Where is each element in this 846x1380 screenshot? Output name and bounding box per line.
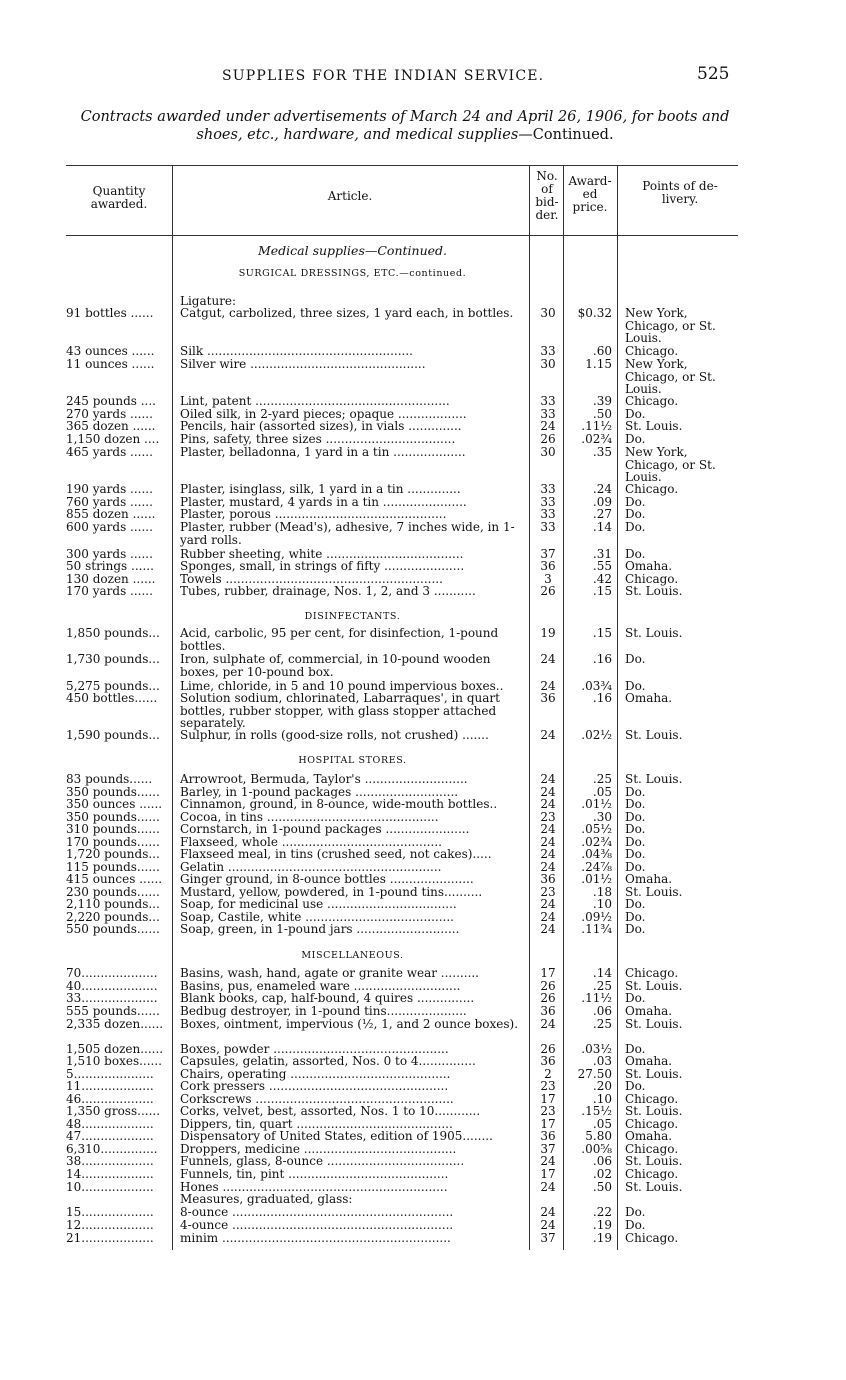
- price-cell: .42: [592, 572, 612, 586]
- delivery-cell: Do.: [625, 1218, 646, 1232]
- article-cell: Silver wire ..............................................: [180, 357, 426, 371]
- bidder-cell: 33: [540, 520, 556, 534]
- article-cell: 8-ounce ..........................................................: [180, 1205, 454, 1219]
- bidder-cell: 24: [540, 785, 556, 799]
- price-cell: .11½: [581, 991, 612, 1005]
- price-cell: .01½: [581, 872, 612, 886]
- article-cell: Boxes, powder ..............................................: [180, 1042, 449, 1056]
- caption-continued: —Continued.: [518, 127, 614, 143]
- delivery-cell: Omaha.: [625, 1129, 673, 1143]
- price-cell: .50: [592, 1180, 612, 1194]
- quantity-cell: 5.....................: [66, 1067, 154, 1081]
- delivery-cell: Do.: [625, 810, 646, 824]
- quantity-cell: 190 yards ......: [66, 482, 153, 496]
- quantity-cell: 1,510 boxes......: [66, 1054, 162, 1068]
- article-cell: Ligature:: [180, 294, 237, 308]
- article-cell: Iron, sulphate of, commercial, in 10-pound wooden boxes, per 10-pound box.: [180, 652, 491, 679]
- price-cell: .03: [592, 1054, 612, 1068]
- price-cell: .20: [592, 1079, 612, 1093]
- col-header-quantity: Quantity awarded.: [90, 184, 148, 211]
- article-cell: Capsules, gelatin, assorted, Nos. 0 to 4...............: [180, 1054, 476, 1068]
- article-cell: Flaxseed, whole ..........................................: [180, 835, 442, 849]
- price-cell: .60: [592, 344, 612, 358]
- price-cell: $0.32: [577, 306, 612, 320]
- bidder-cell: 24: [540, 822, 556, 836]
- article-cell: Lint, patent ...................................................: [180, 394, 450, 408]
- quantity-cell: 550 pounds......: [66, 922, 160, 936]
- quantity-cell: 83 pounds......: [66, 772, 153, 786]
- quantity-cell: 1,730 pounds...: [66, 652, 160, 666]
- price-cell: .30: [592, 810, 612, 824]
- section-disinfectants: DISINFECTANTS.: [304, 611, 401, 622]
- delivery-cell: Do.: [625, 910, 646, 924]
- delivery-cell: Chicago.: [625, 1167, 679, 1181]
- price-cell: .11½: [581, 419, 612, 433]
- delivery-cell: Chicago.: [625, 394, 679, 408]
- bidder-cell: 36: [540, 1054, 556, 1068]
- article-cell: Soap, Castile, white .......................................: [180, 910, 454, 924]
- delivery-cell: Do.: [625, 847, 646, 861]
- price-cell: .35: [592, 445, 612, 459]
- section-medical: Medical supplies—Continued.: [257, 243, 448, 258]
- col-header-delivery: Points of de- livery.: [642, 179, 718, 206]
- delivery-cell: Do.: [625, 1205, 646, 1219]
- delivery-cell: St. Louis.: [625, 772, 683, 786]
- bidder-cell: 36: [540, 691, 556, 705]
- quantity-cell: 130 dozen ......: [66, 572, 156, 586]
- delivery-cell: St. Louis.: [625, 1017, 683, 1031]
- quantity-cell: 91 bottles ......: [66, 306, 154, 320]
- delivery-cell: Omaha.: [625, 1054, 673, 1068]
- article-cell: Dippers, tin, quart .........................................: [180, 1117, 453, 1131]
- article-cell: Towels .........................................................: [180, 572, 443, 586]
- article-cell: Dispensatory of United States, edition of 1905........: [180, 1129, 493, 1143]
- bidder-cell: 24: [540, 419, 556, 433]
- quantity-cell: 365 dozen ......: [66, 419, 156, 433]
- article-cell: Arrowroot, Bermuda, Taylor's ...........................: [180, 772, 468, 786]
- bidder-cell: 24: [540, 772, 556, 786]
- quantity-cell: 170 yards ......: [66, 584, 153, 598]
- delivery-cell: Do.: [625, 835, 646, 849]
- delivery-cell: St. Louis.: [625, 584, 683, 598]
- quantity-cell: 47...................: [66, 1129, 154, 1143]
- quantity-cell: 12...................: [66, 1218, 154, 1232]
- delivery-cell: St. Louis.: [625, 419, 683, 433]
- price-cell: .05½: [581, 822, 612, 836]
- article-cell: Acid, carbolic, 95 per cent, for disinfection, 1-pound bottles.: [180, 626, 499, 653]
- bidder-cell: 17: [540, 1092, 556, 1106]
- bidder-cell: 37: [540, 1231, 556, 1245]
- price-cell: 1.15: [585, 357, 612, 371]
- delivery-cell: St. Louis.: [625, 728, 683, 742]
- price-cell: .15: [592, 626, 612, 640]
- article-cell: Lime, chloride, in 5 and 10 pound impervious boxes..: [180, 679, 504, 693]
- price-cell: .31: [592, 547, 612, 561]
- quantity-cell: 46...................: [66, 1092, 154, 1106]
- quantity-cell: 40....................: [66, 979, 158, 993]
- delivery-cell: Chicago.: [625, 1092, 679, 1106]
- article-cell: Hones ...........................................................: [180, 1180, 448, 1194]
- price-cell: .02: [592, 1167, 612, 1181]
- article-cell: Basins, wash, hand, agate or granite wear ..........: [180, 966, 479, 980]
- article-cell: Basins, pus, enameled ware ............................: [180, 979, 461, 993]
- article-cell: Cork pressers ...............................................: [180, 1079, 449, 1093]
- quantity-cell: 1,150 dozen ....: [66, 432, 160, 446]
- article-cell: Plaster, isinglass, silk, 1 yard in a tin ..............: [180, 482, 461, 496]
- quantity-cell: 415 ounces ......: [66, 872, 163, 886]
- quantity-cell: 11 ounces ......: [66, 357, 155, 371]
- article-cell: Solution sodium, chlorinated, Labarraques', in quart bottles, rubber stopper, with glass stopper attached separately.: [180, 691, 500, 730]
- bidder-cell: 24: [540, 728, 556, 742]
- price-cell: .50: [592, 407, 612, 421]
- quantity-cell: 6,310...............: [66, 1142, 158, 1156]
- bidder-cell: 33: [540, 407, 556, 421]
- bidder-cell: 37: [540, 547, 556, 561]
- quantity-cell: 1,850 pounds...: [66, 626, 160, 640]
- bidder-cell: 24: [540, 835, 556, 849]
- price-cell: .11¾: [581, 922, 612, 936]
- quantity-cell: 10...................: [66, 1180, 154, 1194]
- article-cell: Funnels, tin, pint ..........................................: [180, 1167, 449, 1181]
- bidder-cell: 26: [540, 584, 556, 598]
- delivery-cell: Chicago.: [625, 1142, 679, 1156]
- price-cell: .06: [592, 1004, 612, 1018]
- delivery-cell: St. Louis.: [625, 626, 683, 640]
- quantity-cell: 21...................: [66, 1231, 154, 1245]
- bidder-cell: 30: [540, 445, 556, 459]
- delivery-cell: Do.: [625, 652, 646, 666]
- delivery-cell: Do.: [625, 547, 646, 561]
- article-cell: 4-ounce ..........................................................: [180, 1218, 454, 1232]
- quantity-cell: 33....................: [66, 991, 158, 1005]
- delivery-cell: St. Louis.: [625, 1180, 683, 1194]
- delivery-cell: St. Louis.: [625, 1154, 683, 1168]
- price-cell: .18: [592, 885, 612, 899]
- article-cell: Chairs, operating ..........................................: [180, 1067, 451, 1081]
- delivery-cell: St. Louis.: [625, 1104, 683, 1118]
- article-cell: Tubes, rubber, drainage, Nos. 1, 2, and 3 ...........: [180, 584, 476, 598]
- delivery-cell: Do.: [625, 797, 646, 811]
- quantity-cell: 11...................: [66, 1079, 154, 1093]
- price-cell: .14: [592, 966, 612, 980]
- price-cell: .02¾: [581, 432, 612, 446]
- bidder-cell: 37: [540, 1142, 556, 1156]
- price-cell: .25: [592, 772, 612, 786]
- quantity-cell: 5,275 pounds...: [66, 679, 160, 693]
- article-cell: Plaster, belladonna, 1 yard in a tin ...................: [180, 445, 466, 459]
- delivery-cell: Chicago.: [625, 966, 679, 980]
- caption-line-1: Contracts awarded under advertisements of March 24 and April 26, 1906, for boots and: [80, 109, 730, 125]
- bidder-cell: 36: [540, 872, 556, 886]
- delivery-cell: Do.: [625, 1042, 646, 1056]
- delivery-cell: St. Louis.: [625, 979, 683, 993]
- quantity-cell: 760 yards ......: [66, 495, 153, 509]
- page-number: 525: [697, 64, 730, 84]
- quantity-cell: 1,505 dozen......: [66, 1042, 164, 1056]
- delivery-cell: Do.: [625, 822, 646, 836]
- price-cell: .03¾: [581, 679, 612, 693]
- quantity-cell: 1,590 pounds...: [66, 728, 160, 742]
- price-cell: .10: [592, 1092, 612, 1106]
- bidder-cell: 24: [540, 897, 556, 911]
- price-cell: 5.80: [585, 1129, 612, 1143]
- bidder-cell: 24: [540, 847, 556, 861]
- article-cell: Corks, velvet, best, assorted, Nos. 1 to 10............: [180, 1104, 481, 1118]
- quantity-cell: 48...................: [66, 1117, 154, 1131]
- quantity-cell: 70....................: [66, 966, 158, 980]
- delivery-cell: Do.: [625, 407, 646, 421]
- delivery-cell: New York, Chicago, or St. Louis.: [625, 357, 716, 396]
- price-cell: .27: [592, 507, 612, 521]
- quantity-cell: 310 pounds......: [66, 822, 160, 836]
- bidder-cell: 24: [540, 652, 556, 666]
- article-cell: minim ............................................................: [180, 1231, 451, 1245]
- article-cell: Measures, graduated, glass:: [180, 1192, 353, 1206]
- delivery-cell: St. Louis.: [625, 1067, 683, 1081]
- quantity-cell: 115 pounds......: [66, 860, 160, 874]
- table-top-rule: [66, 165, 738, 166]
- bidder-cell: 26: [540, 432, 556, 446]
- quantity-cell: 38...................: [66, 1154, 154, 1168]
- bidder-cell: 26: [540, 979, 556, 993]
- quantity-cell: 50 strings ......: [66, 559, 154, 573]
- delivery-cell: Chicago.: [625, 1231, 679, 1245]
- bidder-cell: 33: [540, 482, 556, 496]
- col-header-bidder: No. of bid- der.: [535, 169, 559, 222]
- bidder-cell: 24: [540, 1218, 556, 1232]
- price-cell: .15: [592, 584, 612, 598]
- bidder-cell: 24: [540, 1180, 556, 1194]
- price-cell: .22: [592, 1205, 612, 1219]
- delivery-cell: Chicago.: [625, 572, 679, 586]
- column-divider: [172, 165, 173, 1250]
- quantity-cell: 15...................: [66, 1205, 154, 1219]
- article-cell: Silk ......................................................: [180, 344, 413, 358]
- price-cell: .55: [592, 559, 612, 573]
- delivery-cell: Do.: [625, 495, 646, 509]
- quantity-cell: 300 yards ......: [66, 547, 153, 561]
- article-cell: Cocoa, in tins .............................................: [180, 810, 439, 824]
- price-cell: .16: [592, 691, 612, 705]
- bidder-cell: 33: [540, 507, 556, 521]
- article-cell: Cornstarch, in 1-pound packages ......................: [180, 822, 470, 836]
- delivery-cell: Chicago.: [625, 482, 679, 496]
- article-cell: Ginger ground, in 8-ounce bottles ......................: [180, 872, 474, 886]
- price-cell: .10: [592, 897, 612, 911]
- quantity-cell: 170 pounds......: [66, 835, 160, 849]
- quantity-cell: 245 pounds ....: [66, 394, 156, 408]
- section-miscellaneous: MISCELLANEOUS.: [301, 950, 404, 961]
- quantity-cell: 270 yards ......: [66, 407, 153, 421]
- delivery-cell: Omaha.: [625, 1004, 673, 1018]
- article-cell: Sulphur, in rolls (good-size rolls, not crushed) .......: [180, 728, 489, 742]
- column-divider: [617, 165, 618, 1250]
- article-cell: Catgut, carbolized, three sizes, 1 yard each, in bottles.: [180, 306, 514, 320]
- bidder-cell: 33: [540, 495, 556, 509]
- quantity-cell: 450 bottles......: [66, 691, 158, 705]
- article-cell: Flaxseed meal, in tins (crushed seed, not cakes).....: [180, 847, 492, 861]
- price-cell: .03½: [581, 1042, 612, 1056]
- delivery-cell: Do.: [625, 432, 646, 446]
- article-cell: Blank books, cap, half-bound, 4 quires ...............: [180, 991, 475, 1005]
- price-cell: .05: [592, 785, 612, 799]
- bidder-cell: 24: [540, 910, 556, 924]
- quantity-cell: 350 ounces ......: [66, 797, 163, 811]
- article-cell: Mustard, yellow, powdered, in 1-pound tins..........: [180, 885, 483, 899]
- article-cell: Barley, in 1-pound packages ...........................: [180, 785, 459, 799]
- price-cell: .05: [592, 1117, 612, 1131]
- quantity-cell: 600 yards ......: [66, 520, 153, 534]
- price-cell: .24: [592, 482, 612, 496]
- article-cell: Soap, for medicinal use ..................................: [180, 897, 457, 911]
- article-cell: Rubber sheeting, white ....................................: [180, 547, 464, 561]
- delivery-cell: New York, Chicago, or St. Louis.: [625, 445, 716, 484]
- price-cell: .19: [592, 1231, 612, 1245]
- bidder-cell: 23: [540, 885, 556, 899]
- bidder-cell: 17: [540, 1167, 556, 1181]
- price-cell: .04⅜: [581, 847, 612, 861]
- delivery-cell: Do.: [625, 520, 646, 534]
- price-cell: .02½: [581, 728, 612, 742]
- article-cell: Plaster, mustard, 4 yards in a tin ......................: [180, 495, 467, 509]
- delivery-cell: Do.: [625, 1079, 646, 1093]
- bidder-cell: 17: [540, 1117, 556, 1131]
- bidder-cell: 33: [540, 344, 556, 358]
- quantity-cell: 43 ounces ......: [66, 344, 155, 358]
- quantity-cell: 1,350 gross......: [66, 1104, 161, 1118]
- quantity-cell: 2,335 dozen......: [66, 1017, 164, 1031]
- bidder-cell: 36: [540, 1129, 556, 1143]
- bidder-cell: 26: [540, 1042, 556, 1056]
- delivery-cell: Do.: [625, 507, 646, 521]
- bidder-cell: 23: [540, 810, 556, 824]
- article-cell: Sponges, small, in strings of fifty .....................: [180, 559, 465, 573]
- price-cell: .06: [592, 1154, 612, 1168]
- delivery-cell: Do.: [625, 922, 646, 936]
- price-cell: .16: [592, 652, 612, 666]
- quantity-cell: 855 dozen ......: [66, 507, 156, 521]
- delivery-cell: Chicago.: [625, 344, 679, 358]
- bidder-cell: 30: [540, 357, 556, 371]
- col-header-price: Award- ed price.: [568, 174, 612, 214]
- bidder-cell: 24: [540, 1154, 556, 1168]
- article-cell: Bedbug destroyer, in 1-pound tins.....................: [180, 1004, 467, 1018]
- delivery-cell: Omaha.: [625, 559, 673, 573]
- price-cell: .09½: [581, 910, 612, 924]
- article-cell: Soap, green, in 1-pound jars ...........................: [180, 922, 460, 936]
- price-cell: .02¾: [581, 835, 612, 849]
- price-cell: .25: [592, 979, 612, 993]
- price-cell: .25: [592, 1017, 612, 1031]
- delivery-cell: St. Louis.: [625, 885, 683, 899]
- quantity-cell: 555 pounds......: [66, 1004, 160, 1018]
- delivery-cell: Do.: [625, 785, 646, 799]
- price-cell: .15½: [581, 1104, 612, 1118]
- quantity-cell: 350 pounds......: [66, 785, 160, 799]
- article-cell: Funnels, glass, 8-ounce ....................................: [180, 1154, 465, 1168]
- price-cell: .09: [592, 495, 612, 509]
- section-hospital-stores: HOSPITAL STORES.: [298, 755, 407, 766]
- price-cell: .14: [592, 520, 612, 534]
- caption-line-2: shoes, etc., hardware, and medical supplies: [196, 127, 519, 143]
- bidder-cell: 24: [540, 922, 556, 936]
- bidder-cell: 33: [540, 394, 556, 408]
- article-cell: Corkscrews ....................................................: [180, 1092, 454, 1106]
- article-cell: Oiled silk, in 2-yard pieces; opaque ..................: [180, 407, 467, 421]
- bidder-cell: 26: [540, 991, 556, 1005]
- bidder-cell: 3: [544, 572, 552, 586]
- price-cell: .19: [592, 1218, 612, 1232]
- delivery-cell: Omaha.: [625, 872, 673, 886]
- running-title: SUPPLIES FOR THE INDIAN SERVICE.: [222, 68, 545, 84]
- price-cell: .01½: [581, 797, 612, 811]
- quantity-cell: 230 pounds......: [66, 885, 160, 899]
- article-cell: Gelatin ........................................................: [180, 860, 442, 874]
- running-header: [0, 66, 846, 88]
- bidder-cell: 2: [544, 1067, 552, 1081]
- bidder-cell: 36: [540, 559, 556, 573]
- bidder-cell: 23: [540, 1104, 556, 1118]
- bidder-cell: 24: [540, 1017, 556, 1031]
- article-cell: Plaster, rubber (Mead's), adhesive, 7 inches wide, in 1-yard rolls.: [180, 520, 515, 547]
- bidder-cell: 17: [540, 966, 556, 980]
- quantity-cell: 2,110 pounds...: [66, 897, 160, 911]
- quantity-cell: 1,720 pounds...: [66, 847, 160, 861]
- price-cell: 27.50: [577, 1067, 612, 1081]
- price-cell: .39: [592, 394, 612, 408]
- bidder-cell: 24: [540, 679, 556, 693]
- table-caption: [60, 108, 750, 144]
- bidder-cell: 24: [540, 860, 556, 874]
- col-header-article: Article.: [327, 189, 373, 203]
- article-cell: Plaster, porous .............................................: [180, 507, 447, 521]
- price-cell: .00⅝: [581, 1142, 612, 1156]
- delivery-cell: Do.: [625, 897, 646, 911]
- bidder-cell: 19: [540, 626, 556, 640]
- header-bottom-rule: [66, 235, 738, 236]
- delivery-cell: New York, Chicago, or St. Louis.: [625, 306, 716, 345]
- article-cell: Droppers, medicine ........................................: [180, 1142, 457, 1156]
- bidder-cell: 24: [540, 1205, 556, 1219]
- quantity-cell: 350 pounds......: [66, 810, 160, 824]
- delivery-cell: Do.: [625, 860, 646, 874]
- delivery-cell: Chicago.: [625, 1117, 679, 1131]
- quantity-cell: 14...................: [66, 1167, 154, 1181]
- section-surgical: SURGICAL DRESSINGS, ETC.—continued.: [238, 268, 467, 279]
- bidder-cell: 30: [540, 306, 556, 320]
- quantity-cell: 465 yards ......: [66, 445, 153, 459]
- delivery-cell: Omaha.: [625, 691, 673, 705]
- quantity-cell: 2,220 pounds...: [66, 910, 160, 924]
- delivery-cell: Do.: [625, 679, 646, 693]
- article-cell: Pencils, hair (assorted sizes), in vials ..............: [180, 419, 462, 433]
- bidder-cell: 23: [540, 1079, 556, 1093]
- price-cell: .24⅞: [581, 860, 612, 874]
- delivery-cell: Do.: [625, 991, 646, 1005]
- article-cell: Boxes, ointment, impervious (½, 1, and 2 ounce boxes).: [180, 1017, 519, 1031]
- article-cell: Cinnamon, ground, in 8-ounce, wide-mouth bottles..: [180, 797, 498, 811]
- bidder-cell: 24: [540, 797, 556, 811]
- bidder-cell: 36: [540, 1004, 556, 1018]
- article-cell: Pins, safety, three sizes ..................................: [180, 432, 456, 446]
